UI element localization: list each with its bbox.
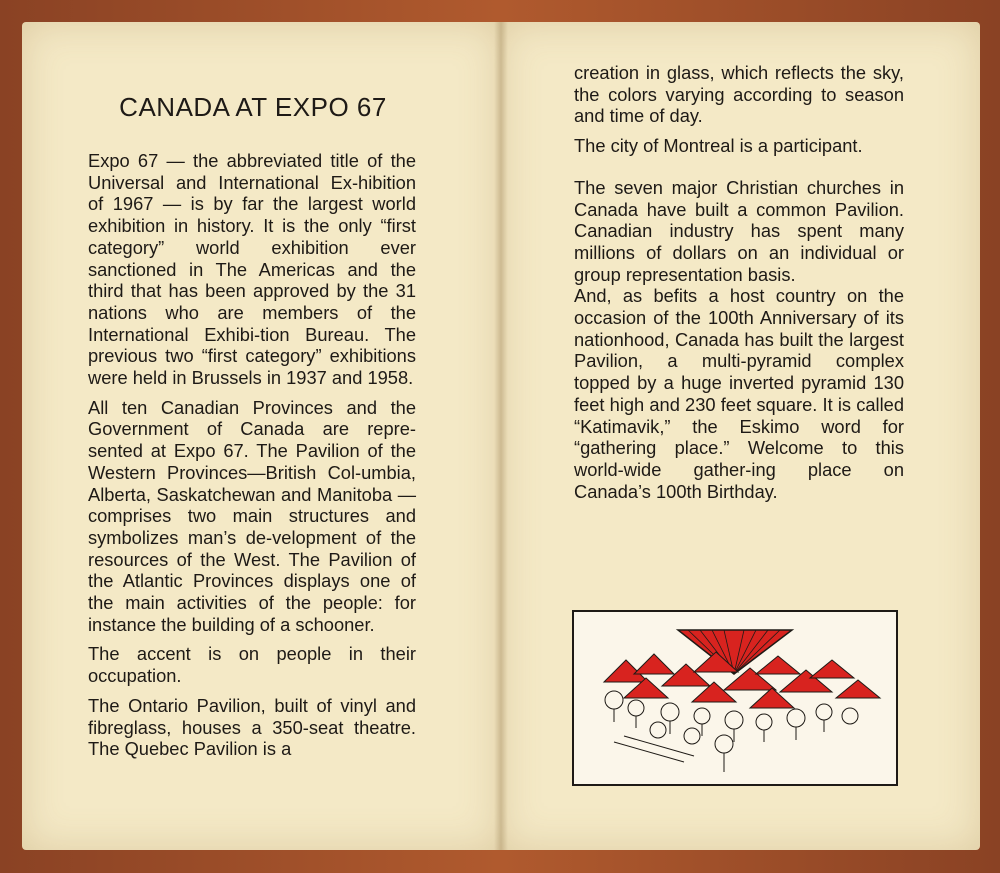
page-title: CANADA AT EXPO 67	[119, 92, 387, 122]
paragraph-ontario: The Ontario Pavilion, built of vinyl and fibreglass, houses a 350-seat theatre. The Quebec Pavilion is a	[88, 694, 416, 760]
right-column-text	[574, 62, 904, 510]
paragraph-katimavik: And, as befits a host country on the occasion of the 100th Anniversary of its nationhood, Canada has built the largest Pavilion, a multi-pyramid complex topped by a huge inverted pyramid 130 feet high and 230 feet square. It is called “Katimavik,” the Eskimo word for “gathering place.” Welcome to this world-wide gather-ing place on Canada’s 100th Birthday.	[574, 285, 904, 502]
paragraph-churches: The seven major Christian churches in Canada have built a common Pavilion. Canadian industry has spent many millions of dollars on an individual or group representation basis.	[574, 176, 904, 285]
pavilion-drawing-icon	[574, 612, 896, 784]
paragraph-montreal: The city of Montreal is a participant.	[574, 135, 863, 157]
paragraph-expo-intro: Expo 67 — the abbreviated title of the Universal and International Ex-hibition of 1967 — is by far the largest world exhibition in history. It is the only “first category” world exhibition ever sanctioned in The Americas and the third that has been approved by the 31 nations who are members of the International Exhibi-tion Bureau. The previous two “first category” exhibitions were held in Brussels in 1937 and 1958.	[88, 150, 416, 389]
katimavik-pavilion-illustration	[572, 610, 898, 786]
paragraph-provinces: All ten Canadian Provinces and the Government of Canada are repre-sented at Expo 67. The Pavilion of the Western Provinces—British Col-umbia, Alberta, Saskatchewan and Manitoba — comprises two main structures and symbolizes man’s de-velopment of the resources of the West. The Pavilion of the Atlantic Provinces displays one of the main activities of the people: for instance the building of a schooner.	[88, 396, 416, 635]
paragraph-quebec-cont: creation in glass, which reflects the sky, the colors varying according to season and time of day.	[574, 62, 904, 127]
paragraph-accent: The accent is on people in their occupation.	[88, 643, 416, 687]
page-gutter	[494, 22, 508, 850]
left-column-text	[88, 150, 416, 768]
